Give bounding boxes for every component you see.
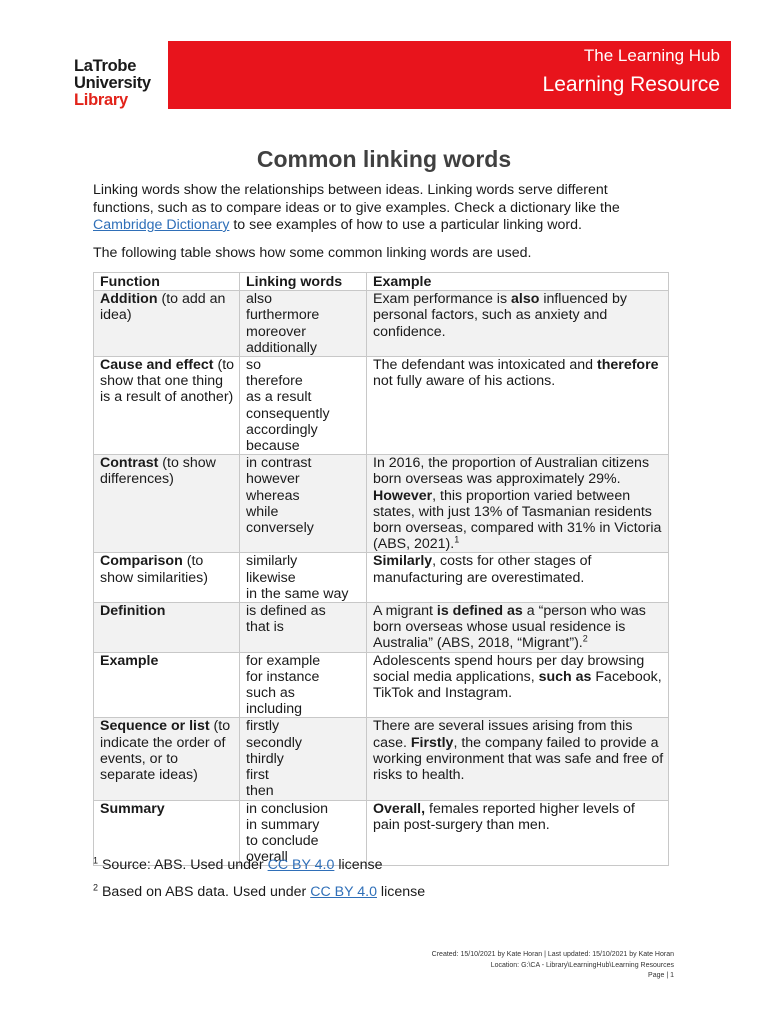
example-linking-word: However — [373, 487, 433, 504]
linking-word: however — [246, 471, 300, 488]
linking-word: also — [246, 291, 273, 308]
linking-word: overall — [246, 849, 288, 866]
example-text: In 2016, the proportion of Australian citizens born overseas was approximately 29%. — [373, 455, 650, 488]
example-cell — [367, 800, 669, 866]
example-text-rest: influenced by personal factors, such as anxiety and confidence. — [373, 291, 627, 340]
function-description: (to show that one thing is a result of another) — [100, 357, 235, 406]
example-footnote-ref: 1 — [454, 534, 460, 545]
function-cell — [94, 603, 240, 653]
header-example: Example — [367, 273, 669, 291]
linking-word: first — [246, 767, 269, 784]
linking-word: in contrast — [246, 455, 312, 472]
footer-created: Created: 15/10/2021 by Kate Horan | Last updated: 15/10/2021 by Kate Horan — [431, 951, 674, 958]
table-row — [94, 603, 669, 653]
linking-word: while — [246, 503, 279, 520]
page-title: Common linking words — [256, 146, 512, 172]
footer-location: Location: G:\CA - Library\LearningHub\Learning Resources — [490, 961, 674, 969]
footnote-2-suffix: license — [376, 884, 426, 900]
linking-word: consequently — [246, 405, 330, 422]
intro-paragraph — [93, 182, 653, 235]
linking-words-cell — [240, 800, 367, 866]
linking-word: as a result — [246, 389, 312, 406]
linking-word: thirdly — [246, 750, 284, 767]
example-text: Adolescents spend hours per day browsing social media applications, — [373, 652, 645, 685]
example-text: The defendant was intoxicated and — [373, 357, 598, 374]
example-cell — [367, 718, 669, 800]
linking-word: for example — [246, 652, 321, 669]
linking-word: whereas — [246, 487, 300, 504]
linking-word: therefore — [246, 373, 303, 390]
table-lead-text: The following table shows how some common linking words are used. — [93, 245, 532, 261]
example-linking-word: therefore — [597, 357, 659, 374]
linking-word: including — [246, 701, 303, 718]
function-name: Cause and effect — [100, 357, 214, 374]
function-cell — [94, 800, 240, 866]
intro-text-before: Linking words show the relationships between ideas. Linking words serve different functions, such as to compare ideas or to give examples. Check a dictionary like the — [93, 182, 620, 216]
linking-words-cell — [240, 718, 367, 800]
function-description: (to indicate the order of events, or to separate ideas) — [100, 718, 231, 784]
latrobe-library-logo — [74, 58, 151, 109]
linking-word: for instance — [246, 668, 320, 685]
linking-words-cell — [240, 603, 367, 653]
banner-hub-label: The Learning Hub — [583, 46, 720, 65]
linking-word: then — [246, 783, 274, 800]
logo-line-2: University — [74, 74, 151, 92]
example-text-rest: not fully aware of his actions. — [373, 373, 556, 390]
function-cell — [94, 357, 240, 455]
header-function: Function — [94, 273, 240, 291]
linking-word: additionally — [246, 339, 317, 356]
table-row — [94, 455, 669, 553]
example-cell — [367, 291, 669, 357]
example-text-rest: Facebook, TikTok and Instagram. — [373, 668, 662, 702]
function-name: Example — [100, 652, 159, 669]
table-row — [94, 718, 669, 800]
linking-word: in the same way — [246, 585, 349, 602]
example-cell — [367, 553, 669, 603]
function-description: (to add an idea) — [100, 291, 226, 324]
example-text-rest: a “person who was born overseas whose usual residence is Australia” (ABS, 2018, “Migrant”). — [373, 603, 646, 652]
linking-word: similarly — [246, 553, 298, 570]
table-row — [94, 553, 669, 603]
example-cell — [367, 357, 669, 455]
example-footnote-ref: 2 — [582, 633, 588, 644]
function-name: Definition — [100, 603, 166, 620]
cambridge-dictionary-link[interactable]: Cambridge Dictionary — [93, 217, 230, 233]
linking-word: conversely — [246, 520, 314, 537]
function-cell — [94, 455, 240, 553]
function-description: (to show similarities) — [100, 553, 208, 586]
example-text: Exam performance is — [373, 291, 511, 308]
table-row — [94, 800, 669, 866]
linking-words-table — [93, 272, 669, 866]
example-linking-word: is defined as — [436, 603, 523, 620]
linking-words-cell — [240, 357, 367, 455]
linking-words-cell — [240, 553, 367, 603]
linking-word: in conclusion — [246, 800, 329, 817]
function-name: Contrast — [100, 455, 159, 472]
footnote-2-license-link[interactable]: CC BY 4.0 — [310, 884, 377, 900]
header-banner — [168, 41, 731, 109]
function-name: Addition — [100, 291, 158, 308]
linking-word: because — [246, 438, 300, 455]
function-cell — [94, 652, 240, 718]
footnote-1-number: 1 — [93, 855, 99, 866]
linking-word: is defined as — [246, 603, 326, 620]
linking-word: accordingly — [246, 421, 318, 438]
footnote-1-license-link[interactable]: CC BY 4.0 — [267, 857, 335, 873]
table-header-row — [94, 273, 669, 291]
footnote-1-text: Source: ABS. Used under — [101, 857, 268, 873]
footnote-1 — [93, 857, 382, 873]
example-text-rest: , this proportion varied between states, with just 13% of Tasmanian residents born overseas, compared with 31% in Victoria (ABS, 2021). — [373, 487, 662, 553]
footnote-1-suffix: license — [334, 857, 383, 873]
function-cell — [94, 291, 240, 357]
footer-page-number: Page | 1 — [648, 972, 674, 979]
table-row — [94, 291, 669, 357]
footnote-2 — [93, 884, 425, 900]
page-footer — [432, 950, 674, 982]
logo-line-3: Library — [74, 91, 128, 109]
function-cell — [94, 553, 240, 603]
example-text: There are several issues arising from this case. — [373, 718, 633, 751]
linking-word: moreover — [246, 323, 306, 340]
linking-word: to conclude — [246, 832, 319, 849]
function-name: Comparison — [100, 553, 183, 570]
linking-word: that is — [246, 619, 284, 636]
example-cell — [367, 652, 669, 718]
function-name: Sequence or list — [100, 718, 210, 735]
linking-word: secondly — [246, 734, 302, 751]
linking-word: likewise — [246, 569, 296, 586]
linking-words-cell — [240, 291, 367, 357]
linking-words-cell — [240, 652, 367, 718]
intro-text-after: to see examples of how to use a particular linking word. — [229, 217, 582, 233]
banner-resource-label: Learning Resource — [542, 73, 720, 96]
example-cell — [367, 603, 669, 653]
linking-word: in summary — [246, 816, 320, 833]
header-linking-words: Linking words — [240, 273, 367, 291]
example-linking-word: Overall, — [373, 800, 426, 817]
example-text-rest: , the company failed to provide a working environment that was safe and free of risks to health. — [373, 734, 664, 784]
example-text: A migrant — [373, 603, 437, 620]
example-linking-word: also — [510, 291, 540, 308]
example-linking-word: Firstly — [410, 734, 454, 751]
example-text-rest: females reported higher levels of pain post-surgery than men. — [373, 800, 635, 833]
logo-line-1: LaTrobe — [74, 57, 137, 75]
linking-word: so — [246, 357, 261, 374]
linking-words-cell — [240, 455, 367, 553]
example-linking-word: such as — [538, 668, 592, 685]
example-text-rest: , costs for other stages of manufacturing are overestimated. — [373, 553, 592, 586]
linking-word: firstly — [246, 718, 280, 735]
function-name: Summary — [100, 800, 165, 817]
footnote-2-text: Based on ABS data. Used under — [101, 884, 311, 900]
linking-word: furthermore — [246, 307, 320, 324]
function-cell — [94, 718, 240, 800]
function-description: (to show differences) — [100, 455, 216, 488]
linking-word: such as — [246, 685, 295, 702]
example-cell — [367, 455, 669, 553]
table-row — [94, 357, 669, 455]
footnote-2-number: 2 — [93, 882, 99, 893]
table-row — [94, 652, 669, 718]
example-linking-word: Similarly — [373, 553, 433, 570]
